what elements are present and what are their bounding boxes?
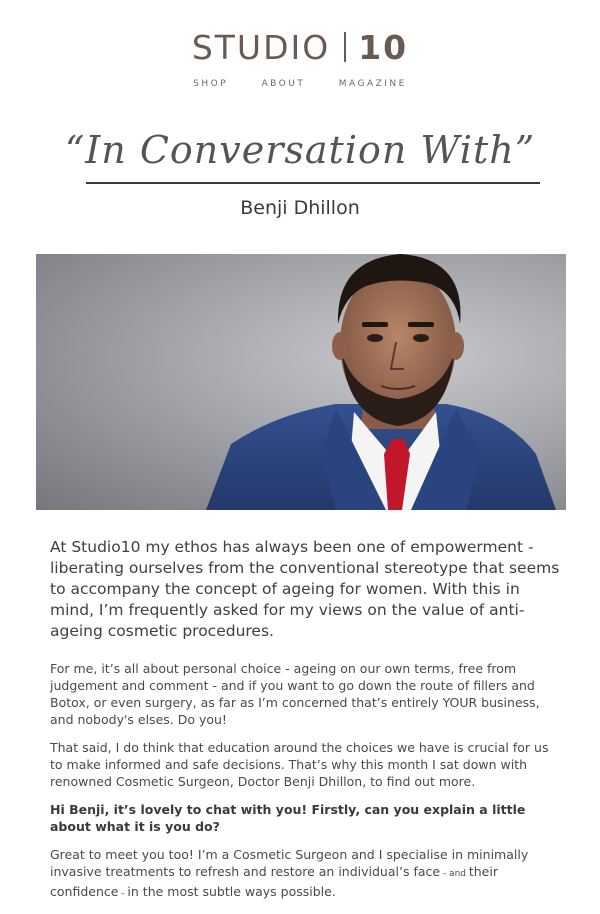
main-nav (0, 79, 600, 89)
nav-magazine[interactable]: MAGAZINE (338, 79, 407, 89)
hero-portrait (36, 254, 566, 510)
article-lead: At Studio10 my ethos has always been one of empowerment - liberating ourselves from the conventional stereotype that seems to accompany the concept of ageing for women. With this in mind, I’m frequently asked for my views on the value of anti-ageing cosmetic procedures. (50, 538, 560, 640)
article-body (50, 537, 560, 914)
interview-question: Hi Benji, it’s lovely to chat with you! Firstly, can you explain a little about what it is you do? (50, 802, 526, 834)
logo-name: STUDIO (191, 28, 331, 67)
answer-word2: their confidence (50, 864, 498, 899)
logo-number: 10 (358, 28, 409, 67)
site-header (0, 0, 600, 100)
studio10-logo[interactable] (0, 28, 600, 68)
answer-mid: - and (440, 869, 469, 879)
interview-answer (50, 846, 560, 903)
logo-divider (344, 32, 346, 62)
answer-end: in the most subtle ways possible. (127, 884, 336, 899)
answer-mid2: - (118, 889, 128, 899)
nav-about[interactable]: ABOUT (261, 79, 306, 89)
portrait-illustration (36, 254, 566, 510)
article-subject: Benji Dhillon (240, 197, 360, 219)
paragraph-1: For me, it’s all about personal choice - ageing on our own terms, free from judgement and comment - and if you want to go down the route of fillers and Botox, or even surgery, as far as I’m concerned that’s entirely YOUR business, and nobody's elses. Do you! (50, 661, 540, 727)
headline-divider (86, 182, 540, 184)
paragraph-2: That said, I do think that education around the choices we have is crucial for us to make informed and safe decisions. That’s why this month I sat down with renowned Cosmetic Surgeon, Doctor Benji Dhillon, to find out more. (50, 740, 549, 789)
answer-start: Great to meet you too! I’m a Cosmetic Surgeon and I specialise in minimally invasive treatments to refresh and restore an individual’s face (50, 847, 529, 879)
nav-shop[interactable]: SHOP (193, 79, 229, 89)
article-headline: “In Conversation With” (64, 128, 536, 172)
